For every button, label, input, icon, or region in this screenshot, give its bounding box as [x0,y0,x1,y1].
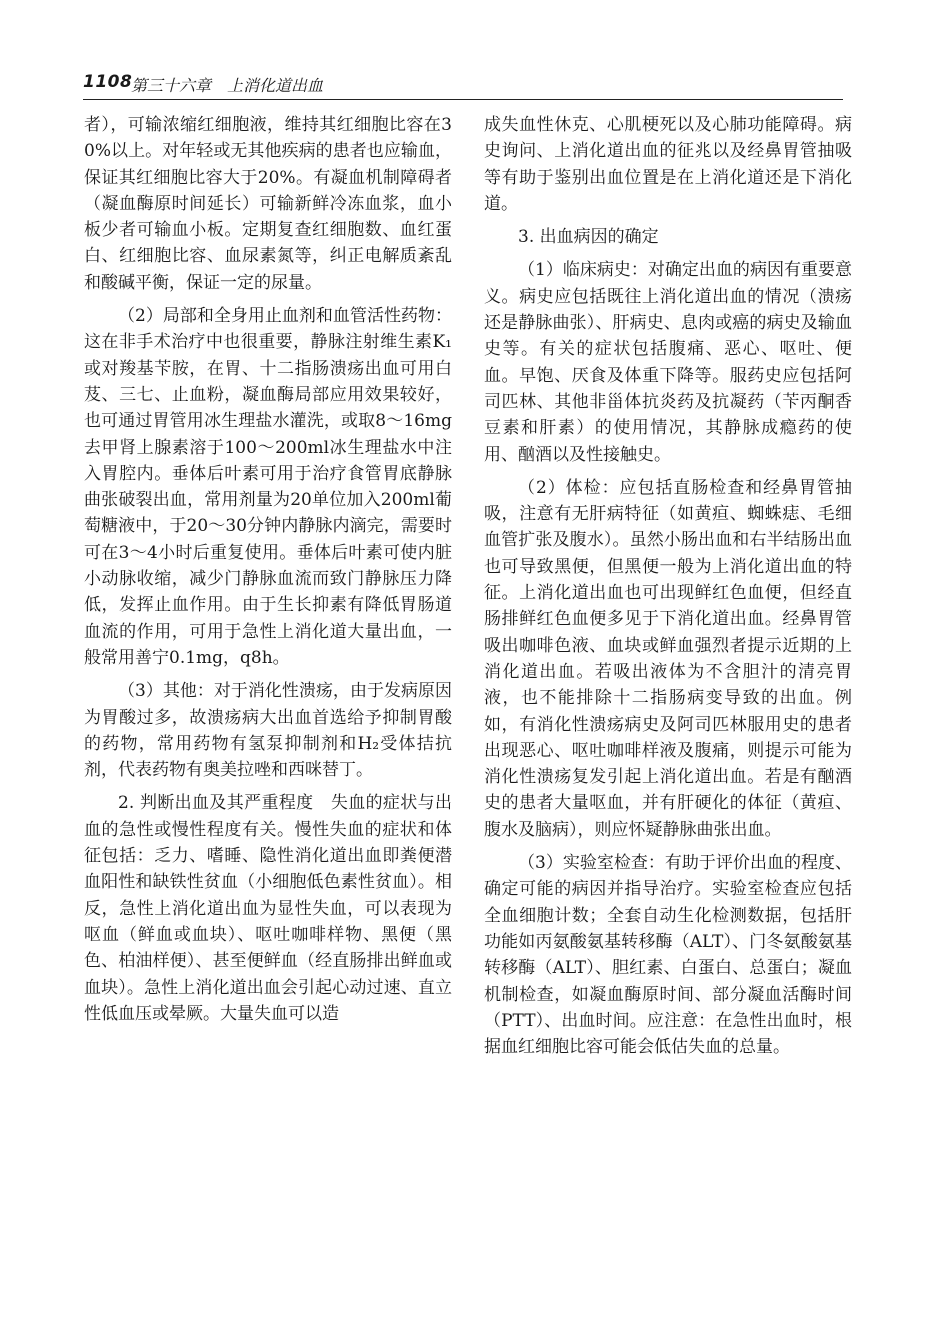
paragraph: （2）体检：应包括直肠检查和经鼻胃管抽吸，注意有无肝病特征（如黄疸、蜘蛛痣、毛细血管扩张及腹水）。虽然小肠出血和右半结肠出血也可导致黑便，但黑便一般为上消化道出血的特征。上消化道出血也可出现鲜红色血便，但经直肠排鲜红色血便多见于下消化道出血。经鼻胃管吸出咖啡色液、血块或鲜血强烈者提示近期的上消化道出血。若吸出液体为不含胆汁的清亮胃液，也不能排除十二指肠病变导致的出血。例如，有消化性溃疡病史及阿司匹林服用史的患者出现恶心、呕吐咖啡样液及腹痛，则提示可能为消化性溃疡复发引起上消化道出血。若是有酗酒史的患者大量呕血，并有肝硬化的体征（黄疸、腹水及脑病），则应怀疑静脉曲张出血。 [484,477,852,840]
left-column [84,112,452,1027]
paragraph: 2. 判断出血及其严重程度 失血的症状与出血的急性或慢性程度有关。慢性失血的症状和体征包括：乏力、嗜睡、隐性消化道出血即粪便潜血阳性和缺铁性贫血（小细胞低色素性贫血）。相反，急性上消化道出血为显性失血，可以表现为呕血（鲜血或血块）、呕吐咖啡样物、黑便（黑色、柏油样便）、甚至便鲜血（经直肠排出鲜血或血块）。急性上消化道出血会引起心动过速、直立性低血压或晕厥。大量失血可以造 [84,793,452,1024]
running-header [83,72,843,98]
paragraph: 者），可输浓缩红细胞液，维持其红细胞比容在30%以上。对年轻或无其他疾病的患者也应输血，保证其红细胞比容大于20%。有凝血机制障碍者（凝血酶原时间延长）可输新鲜冷冻血浆，血小板少者可输血小板。定期复查红细胞数、血红蛋白、红细胞比容、血尿素氮等，纠正电解质紊乱和酸碱平衡，保证一定的尿量。 [84,115,452,293]
paragraph: （3）实验室检查：有助于评价出血的程度、确定可能的病因并指导治疗。实验室检查应包括全血细胞计数；全套自动生化检测数据，包括肝功能如丙氨酸氨基转移酶（ALT）、门冬氨酸氨基转移酶（ALT）、胆红素、白蛋白、总蛋白；凝血机制检查，如凝血酶原时间、部分凝血活酶时间（PTT）、出血时间。应注意：在急性出血时，根据血红细胞比容可能会低估失血的总量。 [484,853,852,1058]
header-rule [83,99,843,100]
page-number: 1108 [83,72,133,92]
paragraph: （3）其他：对于消化性溃疡，由于发病原因为胃酸过多，故溃疡病大出血首选给予抑制胃酸的药物，常用药物有氢泵抑制剂和H₂受体拮抗剂，代表药物有奥美拉唑和西咪替丁。 [84,681,452,781]
paragraph: 成失血性休克、心肌梗死以及心肺功能障碍。病史询问、上消化道出血的征兆以及经鼻胃管抽吸等有助于鉴别出血位置是在上消化道还是下消化道。 [484,115,852,214]
paragraph: （1）临床病史：对确定出血的病因有重要意义。病史应包括既往上消化道出血的情况（溃疡还是静脉曲张）、肝病史、息肉或癌的病史及输血史等。有关的症状包括腹痛、恶心、呕吐、便血。早饱、厌食及体重下降等。服药史应包括阿司匹林、其他非甾体抗炎药及抗凝药（苄丙酮香豆素和肝素）的使用情况，其静脉成瘾药的使用、酗酒以及性接触史。 [484,260,852,465]
right-column [484,112,852,1060]
section-heading: 3. 出血病因的确定 [518,227,659,248]
paragraph: （2）局部和全身用止血剂和血管活性药物：这在非手术治疗中也很重要，静脉注射维生素K₁或对羧基苄胺，在胃、十二指肠溃疡出血可用白芨、三七、止血粉，凝血酶局部应用效果较好，也可通过胃管用冰生理盐水灌洗，或取8～16mg去甲肾上腺素溶于100～200ml冰生理盐水中注入胃腔内。垂体后叶素可用于治疗食管胃底静脉曲张破裂出血，常用剂量为20单位加入200ml葡萄糖液中，于20～30分钟内静脉内滴完，需要时可在3～4小时后重复使用。垂体后叶素可使内脏小动脉收缩，减少门静脉血流而致门静脉压力降低，发挥止血作用。由于生长抑素有降低胃肠道血流的作用，可用于急性上消化道大量出血，一般常用善宁0.1mg，q8h。 [84,306,452,668]
chapter-title: 第三十六章 上消化道出血 [131,76,324,95]
